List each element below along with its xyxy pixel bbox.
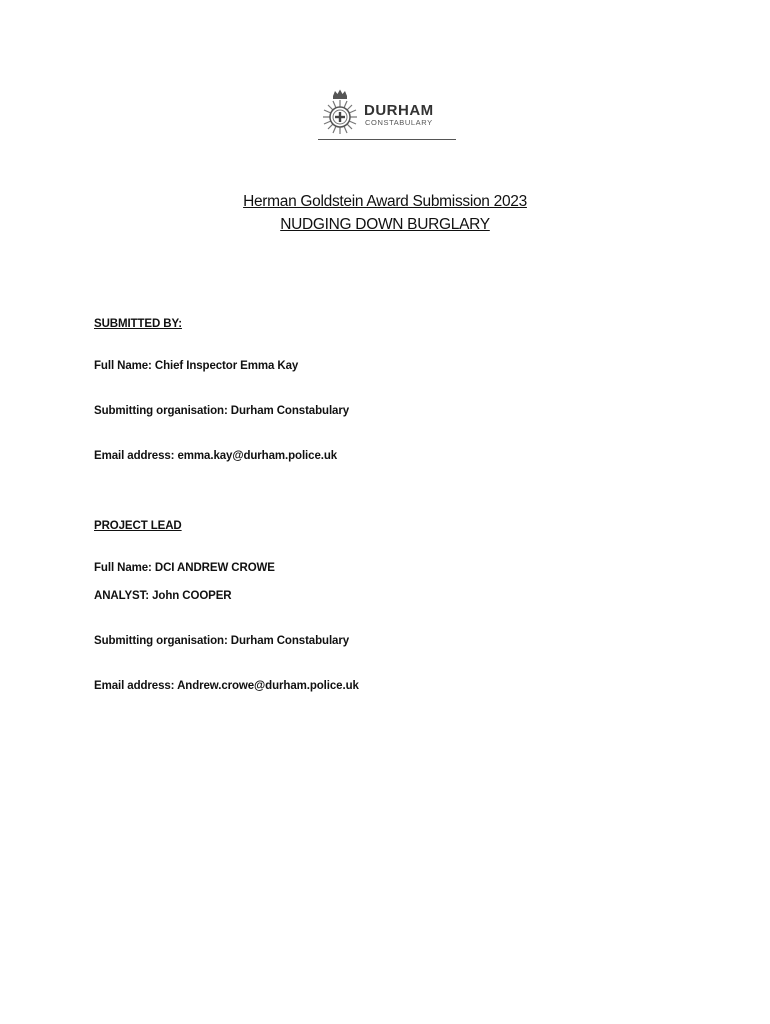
logo-name: DURHAM <box>364 102 434 119</box>
submitted-by-heading: SUBMITTED BY: <box>94 318 182 330</box>
project-lead-organisation: Submitting organisation: Durham Constabulary <box>94 635 350 647</box>
logo-subtitle: CONSTABULARY <box>365 118 433 127</box>
police-crest-icon <box>320 88 360 136</box>
document-title <box>0 190 770 236</box>
submitter-organisation: Submitting organisation: Durham Constabulary <box>94 405 350 417</box>
submitter-email: Email address: emma.kay@durham.police.uk <box>94 450 338 462</box>
logo-divider <box>318 139 456 140</box>
durham-constabulary-logo <box>318 86 458 142</box>
project-analyst: ANALYST: John COOPER <box>94 590 232 602</box>
title-line-1: Herman Goldstein Award Submission 2023 <box>243 193 527 210</box>
project-lead-full-name: Full Name: DCI ANDREW CROWE <box>94 562 275 574</box>
submitter-full-name: Full Name: Chief Inspector Emma Kay <box>94 360 299 372</box>
project-lead-heading: PROJECT LEAD <box>94 520 182 532</box>
project-lead-email: Email address: Andrew.crowe@durham.police.uk <box>94 680 359 692</box>
title-line-2: NUDGING DOWN BURGLARY <box>280 216 490 233</box>
